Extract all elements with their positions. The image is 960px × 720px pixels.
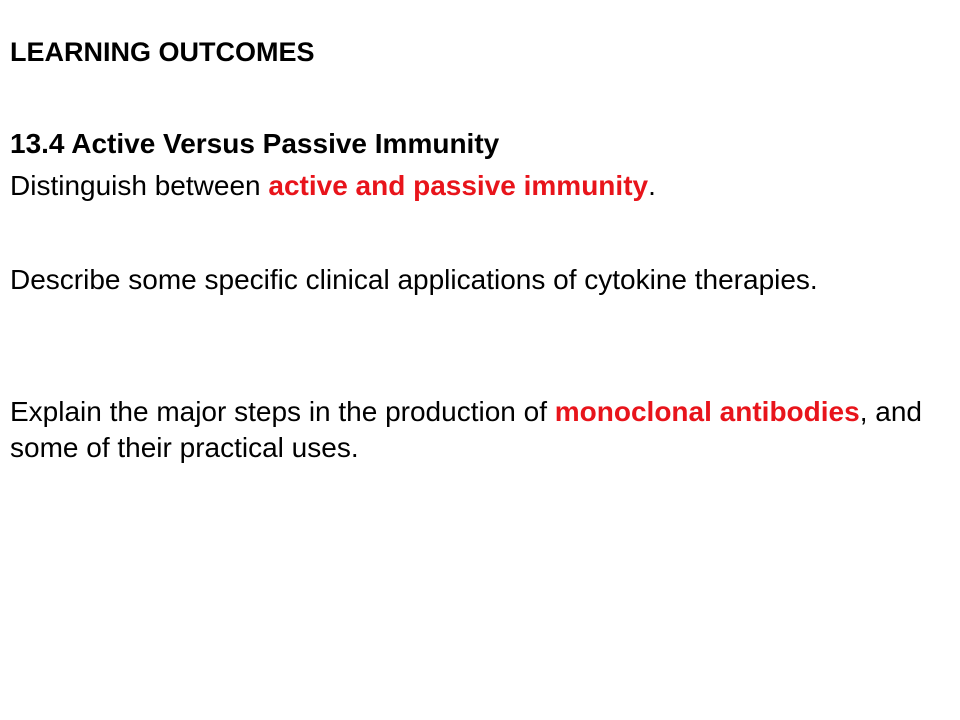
outcome-3-text-after: , and some of their practical uses.	[10, 396, 922, 463]
learning-outcome-2: Describe some specific clinical applications of cytokine therapies.	[10, 264, 818, 295]
outcome-1-highlight: active and passive immunity	[268, 170, 649, 201]
outcome-3-highlight: monoclonal antibodies	[554, 396, 860, 427]
outcome-1-text-before: Distinguish between	[10, 170, 269, 201]
outcome-3-text-before: Explain the major steps in the production of	[10, 396, 555, 427]
section-title: 13.4 Active Versus Passive Immunity	[10, 128, 500, 159]
learning-outcome-1	[10, 168, 940, 204]
page-title: LEARNING OUTCOMES	[10, 37, 315, 67]
outcome-1-text-after: .	[648, 170, 656, 201]
learning-outcome-3	[10, 394, 940, 466]
